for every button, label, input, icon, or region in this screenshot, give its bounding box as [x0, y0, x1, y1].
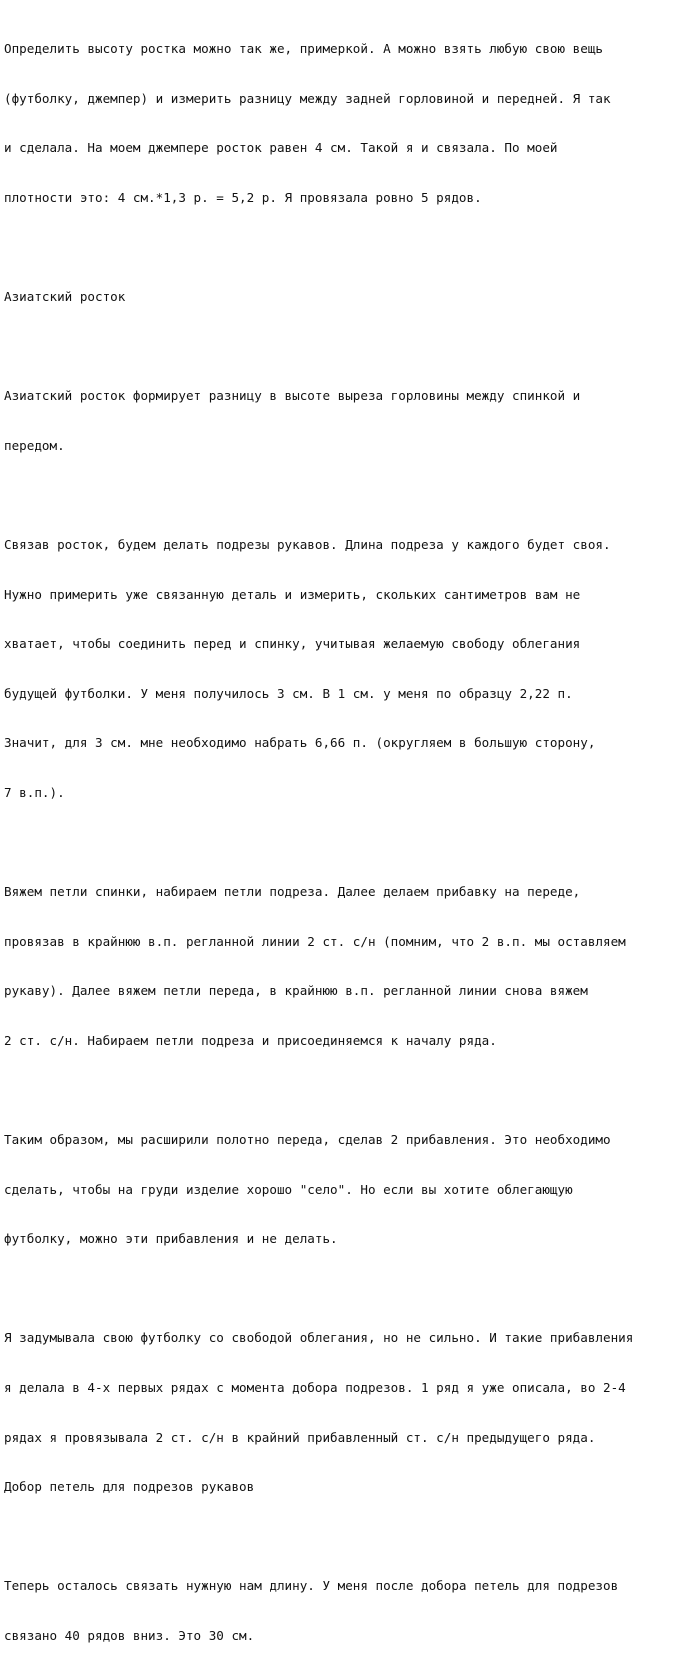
- blank-line: [4, 337, 672, 357]
- text-line: передом.: [4, 437, 65, 453]
- text-line: связано 40 рядов вниз. Это 30 см.: [4, 1628, 255, 1643]
- text-line: Нужно примерить уже связанную деталь и измерить, скольких сантиметров вам не: [4, 586, 581, 602]
- blank-line: [4, 485, 672, 505]
- text-line: хватает, чтобы соединить перед и спинку, учитывая желаемую свободу облегания: [4, 636, 581, 652]
- text-line: Теперь осталось связать нужную нам длину. У меня после добора петель для подрезов: [4, 1578, 619, 1594]
- text-line: рядах я провязывала 2 ст. с/н в крайний прибавленный ст. с/н предыдущего ряда.: [4, 1429, 596, 1445]
- text-line: футболку, можно эти прибавления и не делать.: [4, 1231, 338, 1247]
- text-line: 2 ст. с/н. Набираем петли подреза и присоединяемся к началу ряда.: [4, 1032, 497, 1048]
- text-line: Определить высоту ростка можно так же, примеркой. А можно взять любую свою вещь: [4, 41, 603, 56]
- blank-line: [4, 1080, 672, 1100]
- document-text: [4, 9, 672, 1661]
- text-line: сделать, чтобы на груди изделие хорошо "село". Но если вы хотите облегающую: [4, 1181, 573, 1197]
- text-line: рукаву). Далее вяжем петли переда, в крайнюю в.п. регланной линии снова вяжем: [4, 983, 588, 999]
- text-line: Азиатский росток формирует разницу в высоте выреза горловины между спинкой и: [4, 388, 581, 404]
- blank-line: [4, 1527, 672, 1547]
- text-line: будущей футболки. У меня получилось 3 см. В 1 см. у меня по образцу 2,22 п.: [4, 685, 573, 701]
- text-line: Вяжем петли спинки, набираем петли подреза. Далее делаем прибавку на переде,: [4, 884, 581, 900]
- text-line: 7 в.п.).: [4, 784, 65, 800]
- section-heading: Азиатский росток: [4, 288, 126, 304]
- text-line: я делала в 4-х первых рядах с момента добора подрезов. 1 ряд я уже описала, во 2-4: [4, 1380, 626, 1396]
- text-line: Связав росток, будем делать подрезы рукавов. Длина подреза у каждого будет своя.: [4, 536, 611, 552]
- text-line: плотности это: 4 см.*1,3 р. = 5,2 р. Я провязала ровно 5 рядов.: [4, 189, 482, 205]
- text-line: и сделала. На моем джемпере росток равен 4 см. Такой я и связала. По моей: [4, 140, 558, 156]
- text-line: провязав в крайнюю в.п. регланной линии 2 ст. с/н (помним, что 2 в.п. мы оставляем: [4, 933, 626, 949]
- blank-line: [4, 237, 672, 257]
- text-line: Добор петель для подрезов рукавов: [4, 1479, 255, 1495]
- text-line: (футболку, джемпер) и измерить разницу между задней горловиной и передней. Я так: [4, 90, 611, 106]
- blank-line: [4, 1279, 672, 1299]
- text-line: Таким образом, мы расширили полотно переда, сделав 2 прибавления. Это необходимо: [4, 1132, 611, 1148]
- text-line: Значит, для 3 см. мне необходимо набрать 6,66 п. (округляем в большую сторону,: [4, 735, 596, 751]
- blank-line: [4, 833, 672, 853]
- text-line: Я задумывала свою футболку со свободой облегания, но не сильно. И такие прибавления: [4, 1330, 634, 1346]
